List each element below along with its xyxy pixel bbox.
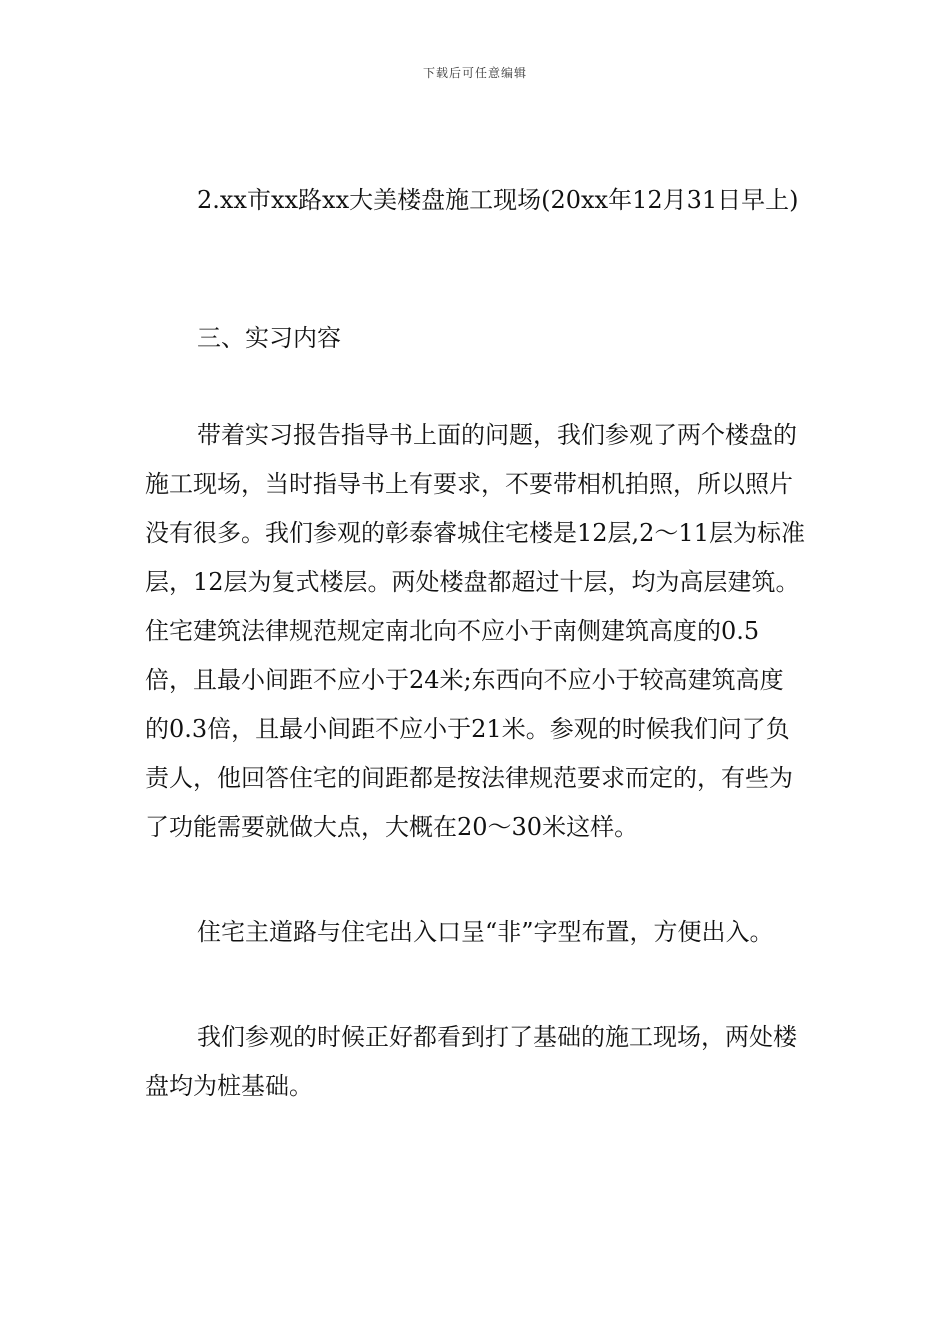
- paragraph-road-layout: 住宅主道路与住宅出入口呈“非”字型布置，方便出入。: [197, 918, 774, 946]
- section-heading-internship-content: 三、实习内容: [197, 324, 341, 352]
- paragraph-building-spacing: 带着实习报告指导书上面的问题，我们参观了两个楼盘的施工现场，当时指导书上有要求，不要带相机拍照，所以照片没有很多。我们参观的彰泰睿城住宅楼是12层,2～11层为标准层，12层为复式楼层。两处楼盘都超过十层，均为高层建筑。住宅建筑法律规范规定南北向不应小于南侧建筑高度的0.5倍，且最小间距不应小于24米;东西向不应小于较高建筑高度的0.3倍，且最小间距不应小于21米。参观的时候我们问了负责人，他回答住宅的间距都是按法律规范要求而定的，有些为了功能需要就做大点，大概在20～30米这样。: [145, 421, 805, 841]
- paragraph-foundation: 我们参观的时候正好都看到打了基础的施工现场，两处楼盘均为桩基础。: [145, 1023, 797, 1100]
- header-note: 下载后可任意编辑: [422, 66, 527, 80]
- document-body: [145, 176, 807, 1111]
- paragraph-site-location: 2.xx市xx路xx大美楼盘施工现场(20xx年12月31日早上): [197, 186, 799, 214]
